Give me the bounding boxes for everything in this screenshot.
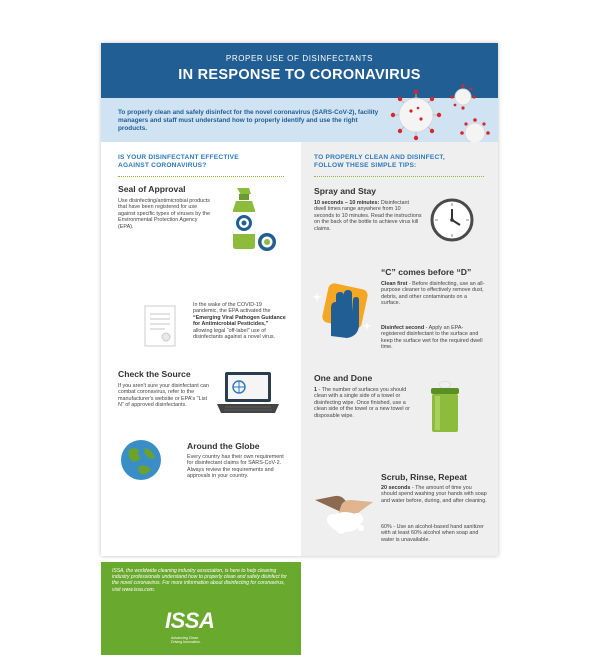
tagline-2: Driving Innovation. [171, 640, 201, 645]
right-section-heading [314, 154, 494, 170]
spray-lead: 10 seconds – 10 minutes: [314, 200, 380, 206]
one-body [314, 387, 414, 419]
epa-text-1: In the wake of the COVID-19 pandemic, the EPA activated the [193, 302, 271, 315]
scrub-text: - The amount of time you should spend washing your hands with soap and water before, during, and after cleaning. [381, 485, 487, 504]
virus-illustration [371, 73, 496, 141]
tagline-1: Advancing Clean. [171, 636, 200, 640]
spray-body [314, 200, 422, 232]
one-title: One and Done [314, 373, 373, 383]
sanitizer-body: 60% - Use an alcohol-based hand sanitizer with at least 60% alcohol when soap and water is unavailable. [381, 524, 484, 543]
virus-small-icon [450, 84, 475, 109]
right-divider [314, 176, 484, 177]
scrub-title: Scrub, Rinse, Repeat [381, 472, 467, 482]
seal-body: Use disinfecting/antimicrobial products that have been registered for use against specific types of viruses by the Environmental Protection Agency (EPA). [118, 198, 210, 230]
one-text: - The number of surfaces you should clean with a single side of a towel or disinfecting wipe. Once finished, use a clean side of the towel or a new towel or disposable wipe. [314, 387, 410, 419]
laptop-icon [215, 370, 281, 416]
clean-body-2 [381, 325, 487, 351]
left-section-heading [118, 154, 298, 170]
one-lead: 1 [314, 387, 317, 393]
seal-title: Seal of Approval [118, 184, 186, 194]
left-heading-line2: AGAINST CORONAVIRUS? [118, 162, 207, 169]
left-divider [118, 176, 284, 177]
source-title: Check the Source [118, 369, 191, 379]
globe-icon [119, 438, 163, 482]
globe-body: Every country has their own requirement for disinfectant claims for SARS-CoV-2. Always review the requirements and approvals in your country. [187, 454, 284, 480]
globe-title: Around the Globe [187, 441, 260, 451]
flyer [101, 43, 498, 645]
spray-title: Spray and Stay [314, 186, 377, 196]
header-subtitle: PROPER USE OF DISINFECTANTS [225, 54, 374, 63]
disinfect-lead: Disinfect second [381, 325, 425, 331]
epa-guidance-name: “Emerging Viral Pathogen Guidance for Antimicrobial Pesticides,” [193, 314, 286, 328]
scrub-body [381, 485, 487, 504]
hand-washing-icon [311, 490, 375, 540]
glove-sponge-icon [311, 278, 375, 342]
intro-text: To properly clean and safely disinfect for the novel coronavirus (SARS-CoV-2), facility managers and staff must understand how to properly identify and use the right products. [118, 109, 379, 132]
right-heading-line1: TO PROPERLY CLEAN AND DISINFECT, [314, 154, 445, 161]
document-icon [143, 304, 179, 348]
scrub-lead: 20 seconds [381, 485, 411, 491]
spray-bottle-icon [219, 180, 291, 252]
clock-icon [428, 196, 476, 244]
clean-lead: Clean first [381, 281, 408, 287]
clean-body-1 [381, 281, 487, 307]
right-column [301, 142, 498, 556]
source-body: If you aren't sure your disinfectant can combat coronavirus, refer to the manufacturer's website or EPA's "List N" of approved disinfectants. [118, 383, 209, 409]
clean-text: - Before disinfecting, use an all-purpose cleaner to effectively remove dust, debris, and other contaminants on a surface. [381, 281, 485, 307]
intro-band [101, 98, 498, 142]
wipes-container-icon [425, 378, 465, 436]
virus-large-icon [391, 90, 441, 140]
disinfect-text: - Apply an EPA-registered disinfectant to the surface and keep the surface wet for the required dwell time. [381, 325, 483, 351]
virus-medium-icon [460, 118, 490, 143]
issa-logo: ISSA [165, 608, 215, 633]
header-title: IN RESPONSE TO CORONAVIRUS [178, 67, 421, 83]
footer-text: ISSA, the worldwide cleaning industry association, is here to help cleaning industry professionals understand how to properly clean and safely disinfect for the novel coronavirus. For more information about disinfecting for coronavirus, visit www.issa.com. [112, 568, 287, 593]
right-heading-line2: FOLLOW THESE SIMPLE TIPS: [314, 162, 417, 169]
issa-tagline [171, 636, 201, 645]
epa-body [193, 302, 288, 340]
issa-footer [101, 562, 301, 655]
clean-title: “C” comes before “D” [381, 267, 472, 277]
epa-text-2: allowing legal “off-label” use of disinfectants against a novel virus. [193, 327, 276, 341]
left-heading-line1: IS YOUR DISINFECTANT EFFECTIVE [118, 154, 239, 161]
spray-text: Disinfectant dwell times range anywhere from 10 seconds to 10 minutes. Read the instructions on the back of the bottle to achieve virus kill claims. [314, 200, 422, 232]
